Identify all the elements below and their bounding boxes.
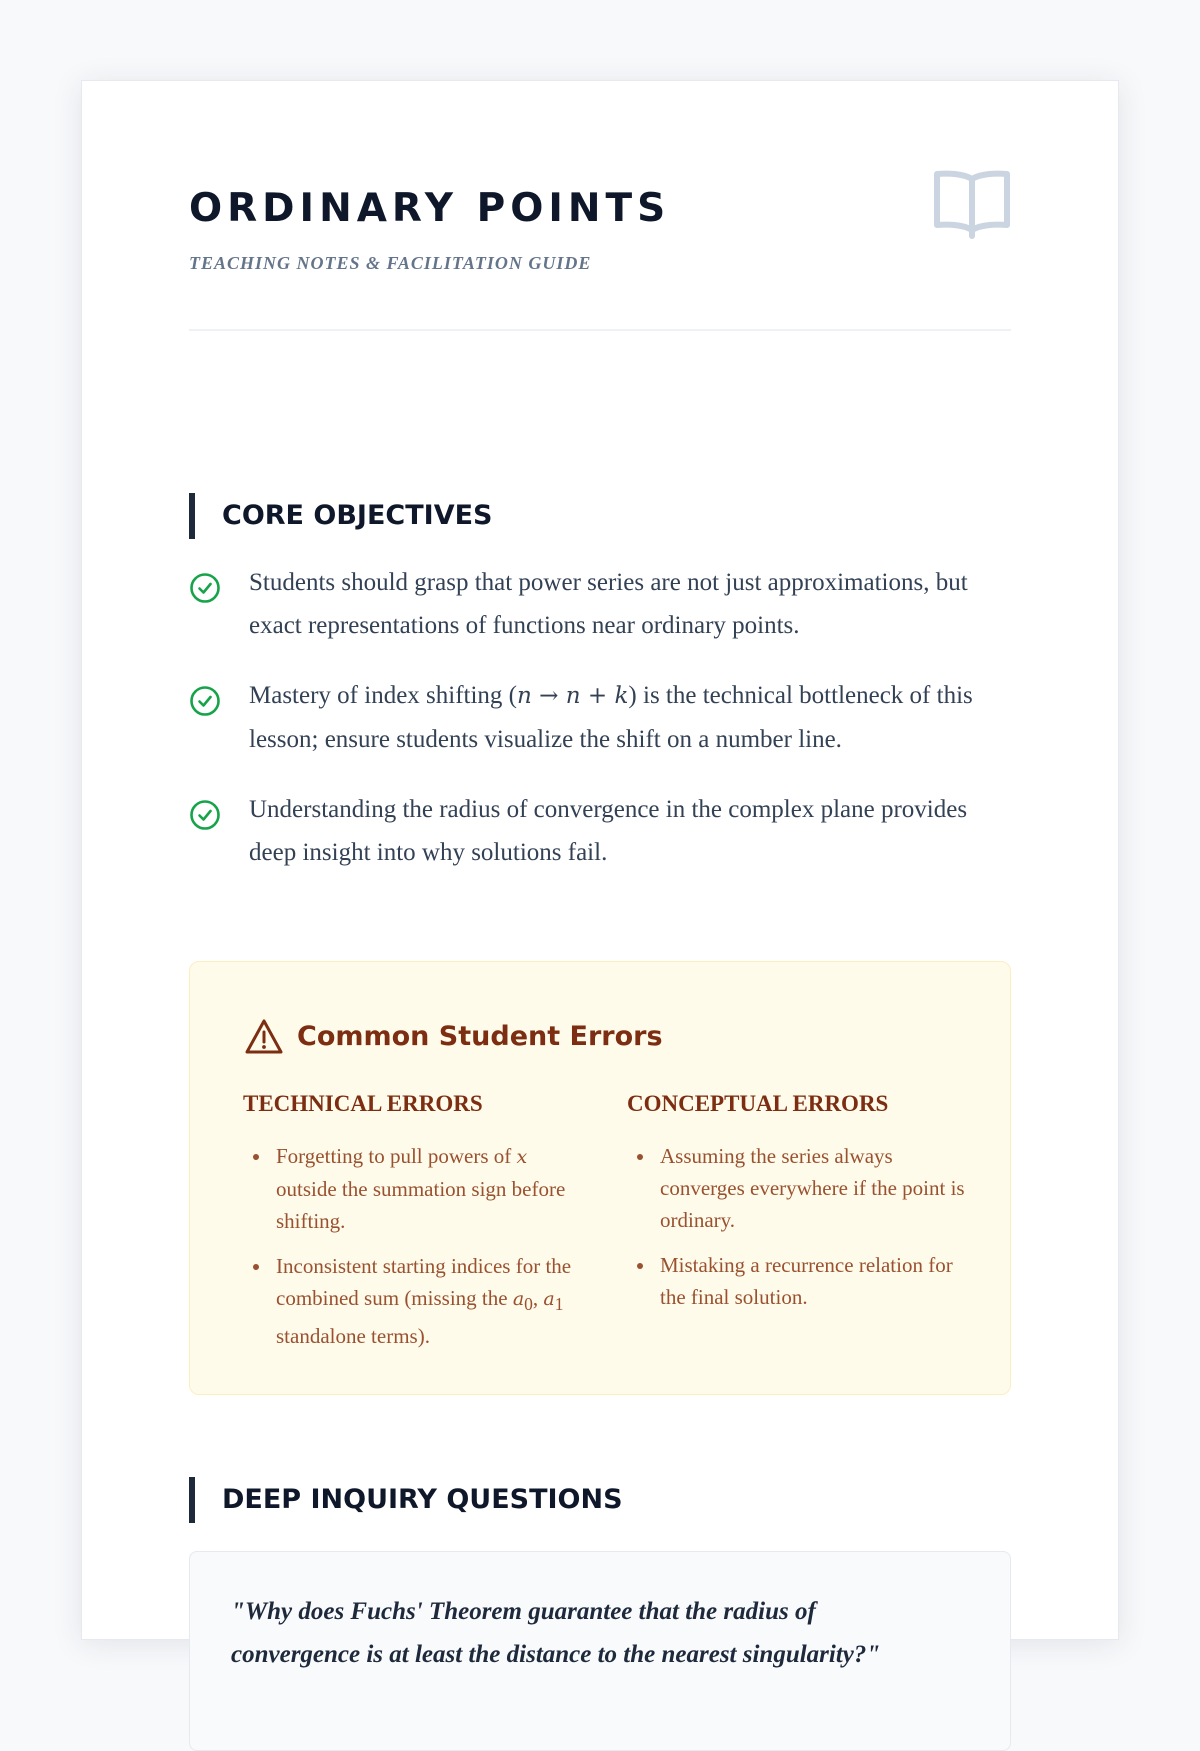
section-title: DEEP INQUIRY QUESTIONS xyxy=(222,1484,623,1515)
section-accent-bar xyxy=(189,1477,195,1523)
error-text-before: Inconsistent starting indices for the combined sum (missing the xyxy=(276,1254,572,1310)
header-divider xyxy=(189,329,1011,331)
section-heading-core-objectives xyxy=(189,493,1011,539)
book-open-icon xyxy=(933,169,1011,239)
math-variable-a: a xyxy=(543,1288,555,1310)
common-errors-callout xyxy=(189,961,1011,1395)
error-item xyxy=(243,1250,583,1352)
objective-text: Understanding the radius of convergence in the complex plane provides deep insight into why solutions fail. xyxy=(249,796,968,866)
math-variable-k: k xyxy=(614,683,629,709)
objective-item xyxy=(189,674,1011,761)
math-variable-x: x xyxy=(516,1146,528,1168)
error-text-after: outside the summation sign before shifting. xyxy=(276,1177,566,1233)
math-variable-a: a xyxy=(512,1288,525,1310)
conceptual-errors-heading: CONCEPTUAL ERRORS xyxy=(627,1091,889,1116)
page-title: ORDINARY POINTS xyxy=(189,186,671,231)
inquiry-question-card xyxy=(189,1551,1011,1751)
error-text-before: Forgetting to pull powers of xyxy=(276,1144,517,1168)
objective-item xyxy=(189,788,1011,874)
math-variable-n: n xyxy=(565,683,581,709)
technical-errors-heading: TECHNICAL ERRORS xyxy=(243,1091,483,1116)
error-item: Assuming the series always converges everywhere if the point is ordinary. xyxy=(627,1140,967,1236)
objective-text-after: ) is the technical bottleneck of this lesson; ensure students visualize the shift on a number line. xyxy=(249,682,973,753)
error-text-after: standalone terms). xyxy=(276,1324,430,1349)
warning-triangle-icon xyxy=(244,1018,284,1056)
check-circle-icon xyxy=(189,572,221,604)
math-variable-n: n xyxy=(517,683,532,709)
check-circle-icon xyxy=(189,685,221,717)
math-comma: , xyxy=(532,1286,544,1310)
document-page xyxy=(81,80,1119,1668)
section-accent-bar xyxy=(189,493,195,539)
math-subscript-0: 0 xyxy=(524,1294,533,1315)
objective-text: Students should grasp that power series are not just approximations, but exact representations of functions near ordinary points. xyxy=(249,569,968,639)
objective-text-before: Mastery of index shifting ( xyxy=(249,682,518,709)
objective-item xyxy=(189,561,1011,647)
page-subtitle: TEACHING NOTES & FACILITATION GUIDE xyxy=(189,253,592,273)
inquiry-question-text: "Why does Fuchs' Theorem guarantee that the radius of convergence is at least the distance to the nearest singularity?" xyxy=(231,1598,881,1668)
conceptual-errors-column xyxy=(627,1090,967,1326)
error-item xyxy=(243,1140,583,1237)
math-arrow: → xyxy=(531,683,566,709)
objectives-list xyxy=(189,561,1011,901)
section-title: CORE OBJECTIVES xyxy=(222,500,493,531)
conceptual-errors-list xyxy=(627,1140,967,1313)
callout-title: Common Student Errors xyxy=(297,1021,663,1052)
page-header xyxy=(189,186,1011,281)
math-plus: + xyxy=(580,683,615,709)
check-circle-icon xyxy=(189,799,221,831)
section-heading-deep-inquiry xyxy=(189,1477,1011,1523)
error-item: Mistaking a recurrence relation for the final solution. xyxy=(627,1249,967,1313)
math-subscript-1: 1 xyxy=(554,1294,564,1315)
technical-errors-column xyxy=(243,1090,583,1365)
technical-errors-list xyxy=(243,1140,583,1352)
